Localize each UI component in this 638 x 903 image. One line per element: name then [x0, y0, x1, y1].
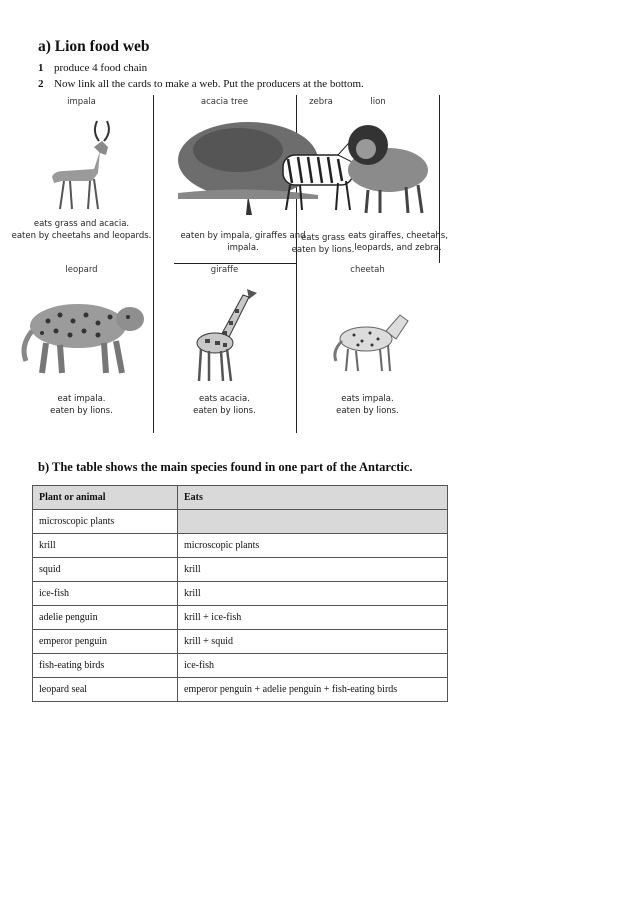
zebra-card-caption: eats grass	[301, 233, 345, 243]
card-caption: eats grass and acacia.	[33, 219, 130, 229]
acacia-card-caption: impala.	[227, 243, 259, 253]
eats-cell: ice-fish	[178, 654, 448, 678]
food-web-cards	[10, 95, 448, 433]
table-row	[33, 630, 448, 654]
lion-card-caption: eats giraffes, cheetahs,	[348, 231, 448, 241]
card-caption: eaten by lions.	[336, 406, 399, 416]
column-header: Plant or animal	[33, 486, 178, 510]
instruction-text: produce 4 food chain	[54, 62, 148, 74]
species-cell: emperor penguin	[33, 630, 178, 654]
card-caption: eaten by lions.	[50, 406, 113, 416]
species-cell: squid	[33, 558, 178, 582]
card-caption: eat impala.	[57, 394, 106, 404]
table-row	[33, 654, 448, 678]
eats-cell: krill + ice-fish	[178, 606, 448, 630]
part-a-title: a) Lion food web	[38, 38, 150, 55]
acacia-card-caption: eaten by impala, giraffes and	[180, 231, 306, 241]
card-caption: eaten by lions.	[193, 406, 256, 416]
table-row	[33, 510, 448, 534]
eats-cell: krill	[178, 558, 448, 582]
impala-card	[10, 95, 153, 263]
card-title: giraffe	[210, 265, 239, 275]
eats-cell: krill	[178, 582, 448, 606]
species-cell: fish-eating birds	[33, 654, 178, 678]
species-cell: ice-fish	[33, 582, 178, 606]
instruction-number: 2	[38, 78, 44, 90]
card-title: impala	[67, 97, 96, 107]
eats-cell	[178, 510, 448, 534]
table-row	[33, 534, 448, 558]
instruction-2	[38, 78, 364, 90]
card-caption: eaten by cheetahs and leopards.	[11, 231, 152, 241]
card-title: leopard	[65, 265, 98, 275]
card-title: cheetah	[350, 265, 385, 275]
eats-cell: emperor penguin + adelie penguin + fish-eating birds	[178, 678, 448, 702]
table-row	[33, 558, 448, 582]
table-header-row	[33, 486, 448, 510]
column-header: Eats	[178, 486, 448, 510]
eats-cell: krill + squid	[178, 630, 448, 654]
table-row	[33, 606, 448, 630]
card-caption: eats impala.	[341, 394, 394, 404]
giraffe-image	[191, 283, 261, 383]
species-cell: krill	[33, 534, 178, 558]
species-cell: leopard seal	[33, 678, 178, 702]
table-row	[33, 582, 448, 606]
instruction-1	[38, 62, 147, 74]
lion-card-caption: leopards, and zebra.	[354, 243, 442, 253]
species-table	[32, 485, 448, 702]
lion-card-title: lion	[370, 97, 386, 107]
instruction-number: 1	[38, 62, 44, 74]
instruction-text: Now link all the cards to make a web. Put the producers at the bottom.	[54, 78, 364, 90]
acacia-card-title: acacia tree	[200, 97, 249, 107]
giraffe-card	[153, 263, 296, 433]
impala-image	[42, 117, 122, 212]
eats-cell: microscopic plants	[178, 534, 448, 558]
zebra-card-title: zebra	[309, 97, 333, 107]
acacia-zebra-lion-cards	[153, 95, 448, 263]
leopard-image	[18, 291, 148, 376]
acacia-zebra-lion-image	[168, 115, 438, 215]
part-b-title: b) The table shows the main species found in one part of the Antarctic.	[38, 460, 413, 474]
table-row	[33, 678, 448, 702]
card-caption: eats acacia.	[199, 394, 250, 404]
zebra-card-caption: eaten by lions.	[291, 245, 355, 255]
cheetah-image	[326, 309, 411, 374]
species-cell: adelie penguin	[33, 606, 178, 630]
species-cell: microscopic plants	[33, 510, 178, 534]
leopard-card	[10, 263, 153, 433]
cheetah-card	[296, 263, 439, 433]
